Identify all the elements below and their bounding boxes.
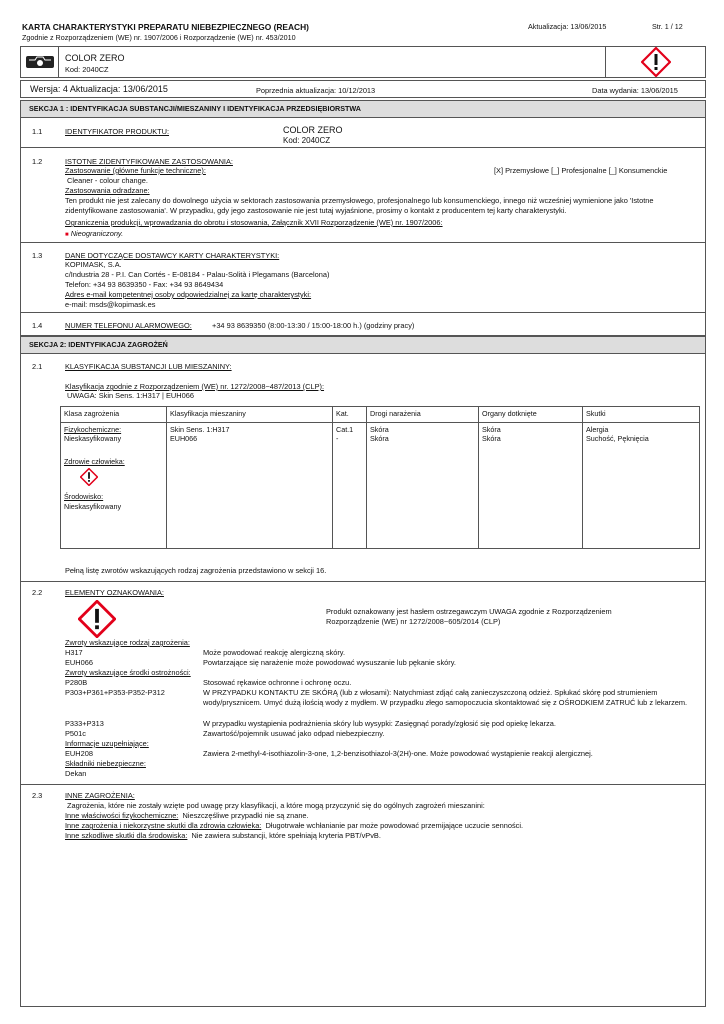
ghs07-label-icon [78, 600, 116, 638]
p-label: Zwroty wskazujące środki ostrożności: [65, 668, 191, 677]
table-row [61, 423, 700, 549]
doc-subtitle: Zgodnie z Rozporządzeniem (WE) nr. 1907/2006 i Rozporządzenie (WE) nr. 453/2010 [22, 33, 296, 42]
use-value: Cleaner - colour change. [67, 176, 148, 185]
ghs07-small-icon [80, 468, 163, 486]
other-line-3 [65, 831, 381, 841]
organ-cell [479, 423, 583, 549]
product-name: COLOR ZERO [65, 53, 125, 63]
page-number: Str. 1 / 12 [652, 22, 683, 31]
hazard-class-cell [61, 423, 167, 549]
health-label: Zdrowie człowieka: [64, 457, 125, 466]
organ-1: Skóra [482, 425, 501, 434]
product-id-name: COLOR ZERO [283, 125, 343, 135]
l2-value: Długotrwałe wchłanianie par może powodować przemijające uczucie senności. [265, 821, 524, 830]
update-date: Aktualizacja: 13/06/2015 [528, 22, 607, 31]
cat-2: - [336, 434, 339, 444]
company-logo-icon [21, 47, 59, 77]
num-1-1: 1.1 [32, 127, 43, 136]
category-cell [333, 423, 367, 549]
p4-text: Zawartość/pojemnik usuwać jako odpad niebezpieczny. [203, 729, 385, 738]
col-header: Drogi narażenia [367, 407, 479, 423]
table-header-row [61, 407, 700, 423]
col-header: Organy dotknięte [479, 407, 583, 423]
p2-text: W PRZYPADKU KONTAKTU ZE SKÓRĄ (lub z włosami): Natychmiast zdjąć całą zanieczyszczoną odzież. Spłukać skórę pod strumieniem wody/prysznicem. Umyć dużą ilością wody z mydłem. W przypadku złego samopoczucia skontaktować się z OŚRODKIEM ZATRUĆ lub z lekarzem. [203, 688, 688, 707]
l3-value: Nie zawiera substancji, które spełniają kryteria PBT/vPvB. [191, 831, 381, 840]
l1-value: Nieszczęśliwe przypadki nie są znane. [182, 811, 309, 820]
clp-label: Klasyfikacja zgodnie z Rozporządzeniem (WE) nr. 1272/2008~487/2013 (CLP): [65, 382, 325, 391]
label-1-3: DANE DOTYCZĄCE DOSTAWCY KARTY CHARAKTERYSTYKI: [65, 251, 280, 260]
env-value: Nieskasyfikowany [64, 501, 122, 511]
company-name: KOPIMASK, S.A. [65, 260, 122, 269]
section-2-header: SEKCJA 2: IDENTYFIKACJA ZAGROŻEŃ [20, 336, 706, 354]
col-header: Skutki [583, 407, 700, 423]
issue-date: Data wydania: 13/06/2015 [592, 86, 678, 95]
p2-code: P303+P361+P353-P352-P312 [65, 688, 165, 697]
effect-2: Suchość, Pęknięcia [586, 434, 649, 444]
l3-label: Inne szkodliwe skutki dla środowiska: [65, 831, 188, 840]
h2-code: EUH066 [65, 658, 93, 667]
mix-2: EUH066 [170, 434, 198, 444]
p4-code: P501c [65, 729, 86, 738]
signal-word-text: Produkt oznakowany jest hasłem ostrzegawczym UWAGA zgodnie z Rozporządzeniem Rozporządzenie (WE) nr 1272/2008~605/2014 (CLP) [326, 607, 612, 626]
l2-label: Inne zagrożenia i niekorzystne skutki dla zdrowia człowieka: [65, 821, 262, 830]
haz-label: Składniki niebezpieczne: [65, 759, 146, 768]
company-address: c/Industria 28 - P.I. Can Cortés - E-08184 - Palau-Solità i Plegamans (Barcelona) [65, 270, 330, 279]
l1-label: Inne właściwości fizykochemiczne: [65, 811, 179, 820]
haz-value: Dekan [65, 769, 87, 778]
use-label: Zastosowanie (główne funkcje techniczne): [65, 166, 206, 175]
route-1: Skóra [370, 425, 389, 434]
h2-text: Powtarzające się narażenie może powodować wysuszanie lub pękanie skóry. [203, 658, 456, 667]
other-hazards-intro: Zagrożenia, które nie zostały wzięte pod uwagę przy klasyfikacji, a które mogą przyczynić się do ogólnych zagrożeń mieszanini: [67, 801, 485, 810]
label-1-2: ISTOTNE ZIDENTYFIKOWANE ZASTOSOWANIA: [65, 157, 233, 166]
h-label: Zwroty wskazujące rodzaj zagrożenia: [65, 638, 190, 647]
organ-2: Skóra [482, 434, 501, 444]
p3-code: P333+P313 [65, 719, 104, 728]
advised-text: Ten produkt nie jest zalecany do dowolnego użycia w sektorach zastosowania przemysłowego, profesjonalnego lub konsumenckiego, innego niż wcześniej wymienione jako 'Istotne zidentyfikowane zastosowania'. W przypadku, gdy jego zastosowanie nie jest tutaj wyjaśnione, prosimy o kontakt z producentem tej karty charakterystyki. [65, 196, 654, 215]
p3-text: W przypadku wystąpienia podrażnienia skóry lub wysypki: Zasięgnąć porady/zgłosić się pod opiekę lekarza. [203, 719, 556, 728]
route-cell [367, 423, 479, 549]
route-2: Skóra [370, 434, 389, 444]
effect-1: Alergia [586, 425, 609, 434]
effect-cell [583, 423, 700, 549]
restrictions-bullet: ■ Nieograniczony. [65, 229, 124, 238]
advised-label: Zastosowania odradzane: [65, 186, 150, 195]
restrictions-label: Ograniczenia produkcji, wprowadzania do obrotu i stosowania, Załącznik XVII Rozporządzenie (WE) nr. 1907/2006: [65, 218, 443, 227]
doc-title: KARTA CHARAKTERYSTYKI PREPARATU NIEBEZPIECZNEGO (REACH) [22, 22, 309, 32]
col-header: Kat. [333, 407, 367, 423]
classification-table [60, 406, 700, 549]
extra-label: Informacje uzupełniające: [65, 739, 149, 748]
extra-text: Zawiera 2-methyl-4-isothiazolin-3-one, 1,2-benzisothiazol-3(2H)-one. Może powodować wystąpienie reakcji alergicznej. [203, 749, 593, 758]
other-line-2 [65, 821, 523, 831]
h1-code: H317 [65, 648, 83, 657]
other-line-1 [65, 811, 309, 821]
email-label: Adres e-mail kompetentnej osoby odpowiedzialnej za kartę charakterystyki: [65, 290, 312, 299]
col-header: Klasyfikacja mieszaniny [167, 407, 333, 423]
num-2-1: 2.1 [32, 362, 43, 371]
label-2-2: ELEMENTY OZNAKOWANIA: [65, 588, 164, 597]
label-1-1: IDENTYFIKATOR PRODUKTU: [65, 127, 170, 136]
hazard-footer: Pełną listę zwrotów wskazujących rodzaj zagrożenia przedstawiono w sekcji 16. [65, 566, 327, 575]
phys-value: Nieskasyfikowany [64, 434, 122, 444]
label-2-3: INNE ZAGROŻENIA: [65, 791, 135, 800]
section-1-header: SEKCJA 1 : IDENTYFIKACJA SUBSTANCJI/MIESZANINY I IDENTYFIKACJA PRZEDSIĘBIORSTWA [20, 100, 706, 118]
h1-text: Może powodować reakcję alergiczną skóry. [203, 648, 345, 657]
extra-code: EUH208 [65, 749, 93, 758]
restrictions-value: Nieograniczony. [70, 229, 124, 238]
product-id-code: Kod: 2040CZ [283, 136, 331, 145]
env-label: Środowisko: [64, 492, 104, 502]
ghs07-exclamation-icon [605, 47, 705, 77]
contact-email[interactable]: e-mail: msds@kopimask.es [65, 300, 156, 309]
product-code: Kod: 2040CZ [65, 65, 109, 74]
num-2-2: 2.2 [32, 588, 43, 597]
p1-code: P280B [65, 678, 88, 687]
num-1-2: 1.2 [32, 157, 43, 166]
label-2-1: KLASYFIKACJA SUBSTANCJI LUB MIESZANINY: [65, 362, 232, 371]
p1-text: Stosować rękawice ochronne i ochronę oczu. [203, 678, 352, 687]
cat-1: Cat.1 [336, 425, 354, 434]
mix-1: Skin Sens. 1:H317 [170, 425, 230, 434]
num-1-3: 1.3 [32, 251, 43, 260]
use-flags: [X] Przemysłowe [_] Profesjonalne [_] Konsumenckie [494, 166, 668, 175]
num-2-3: 2.3 [32, 791, 43, 800]
num-1-4: 1.4 [32, 321, 43, 330]
previous-update: Poprzednia aktualizacja: 10/12/2013 [256, 86, 376, 95]
clp-note: UWAGA: Skin Sens. 1:H317 | EUH066 [67, 391, 194, 400]
phys-label: Fizykochemiczne: [64, 425, 122, 434]
mixture-class-cell [167, 423, 333, 549]
version-info: Wersja: 4 Aktualizacja: 13/06/2015 [30, 84, 168, 94]
company-phone: Telefon: +34 93 8639350 - Fax: +34 93 8649434 [65, 280, 224, 289]
col-header: Klasa zagrożenia [61, 407, 167, 423]
emergency-phone: +34 93 8639350 (8:00-13:30 / 15:00-18:00 h.) (godziny pracy) [212, 321, 415, 330]
label-1-4: NUMER TELEFONU ALARMOWEGO: [65, 321, 192, 330]
